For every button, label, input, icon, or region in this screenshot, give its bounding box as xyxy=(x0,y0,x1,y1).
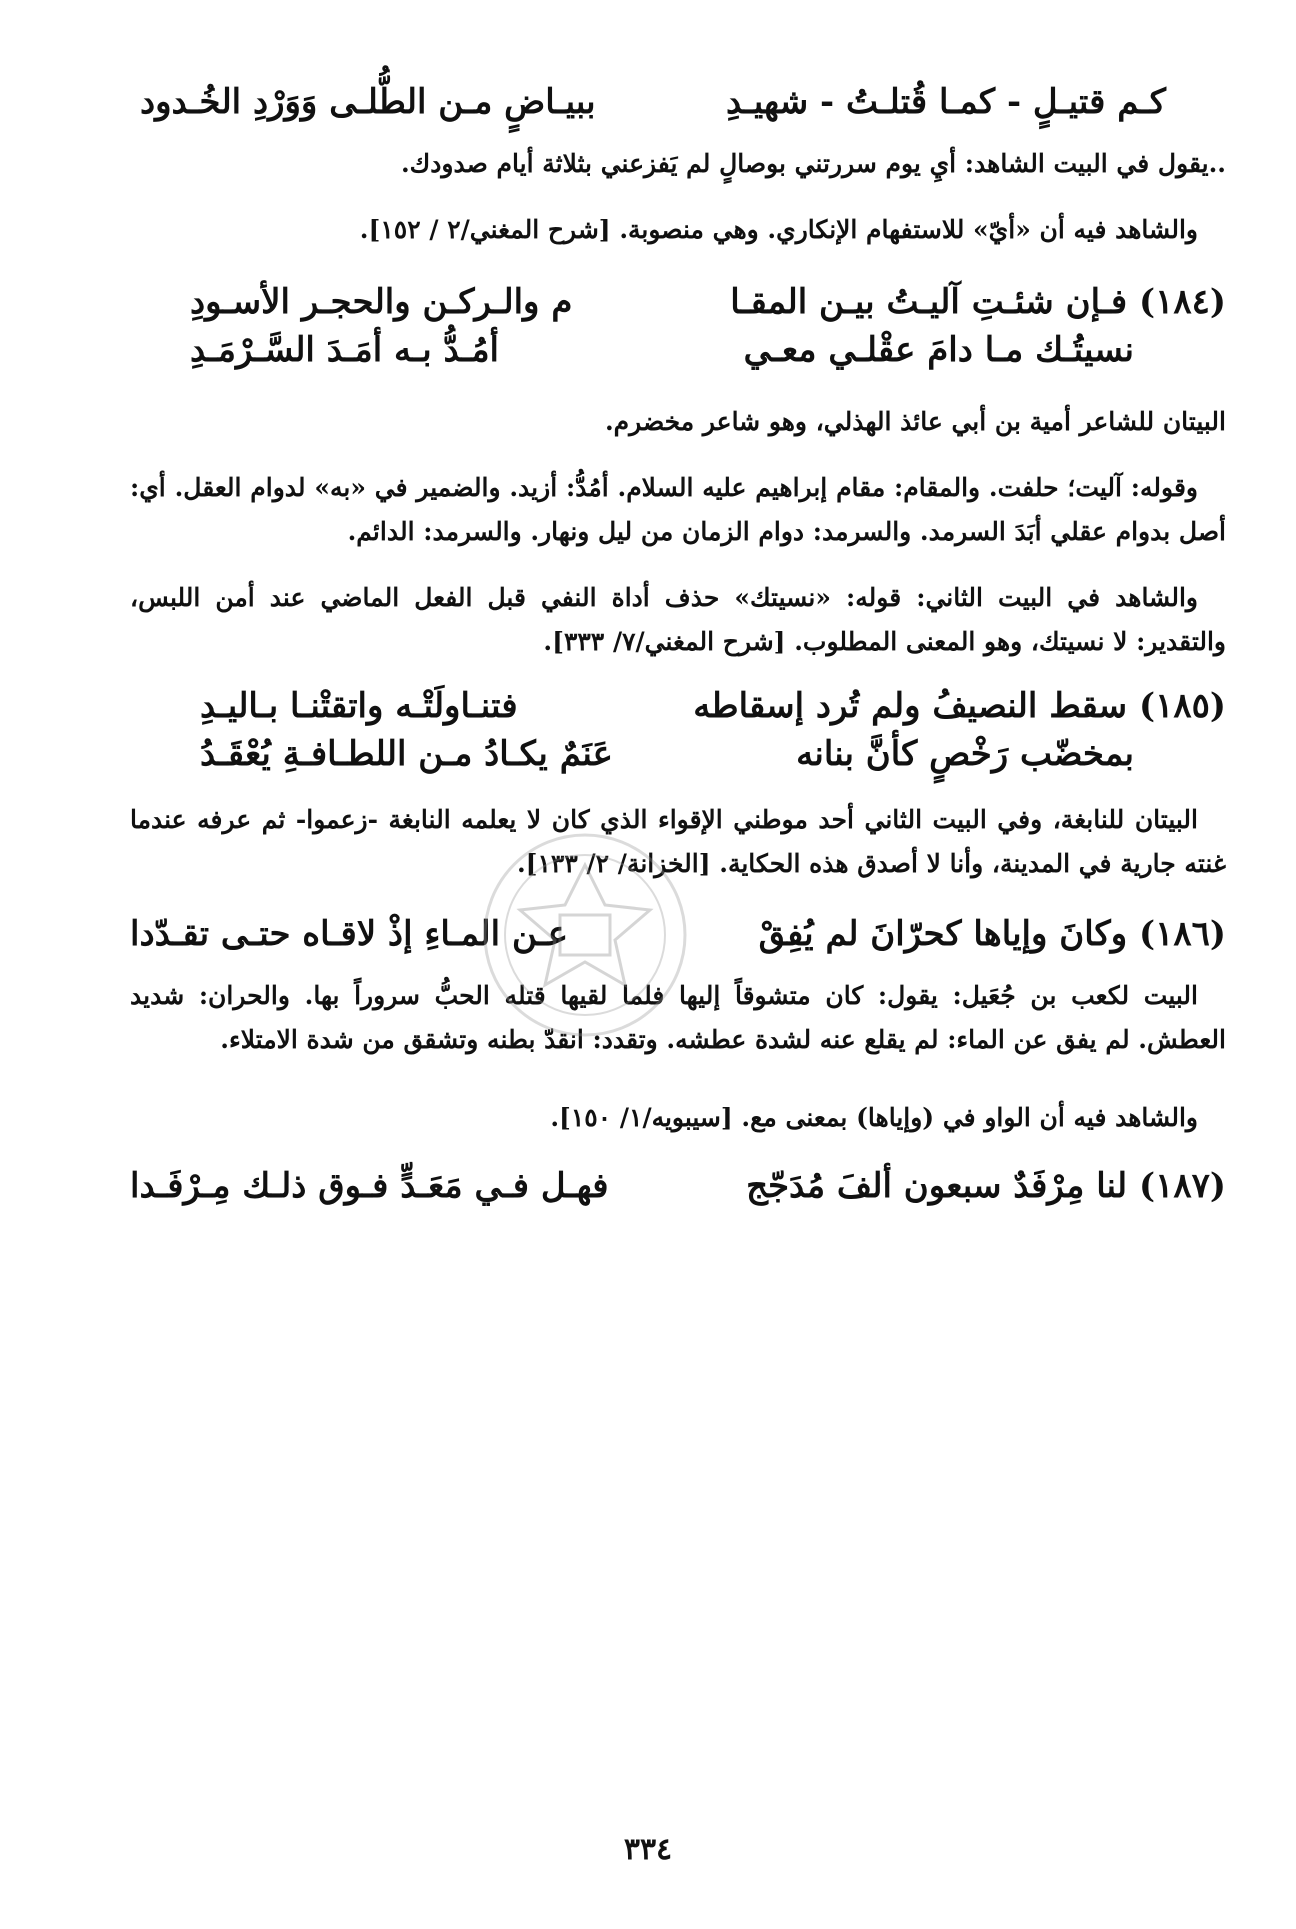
verse-hemistich: عَنَمٌ يكـادُ مـن اللطـافـةِ يُعْقَـدُ xyxy=(200,734,613,774)
verse-hemistich: أمُـدُّ بـه أمَـدَ السَّـرْمَـدِ xyxy=(190,330,499,370)
verse-hemistich: نسيتُـك مـا دامَ عقْلـي معـي xyxy=(743,330,1134,370)
verse-184 xyxy=(130,278,1226,374)
verse-hemistich: وكانَ وإياها كحرّانَ لم يُفِقْ xyxy=(758,914,1128,954)
commentary-paragraph: والشاهد فيه أن الواو في (وإياها) بمعنى مع. [سيبويه/١/ ١٥٠]. xyxy=(550,1103,1198,1132)
verse-hemistich-right xyxy=(746,1162,1226,1210)
verse-187 xyxy=(130,1162,1226,1210)
commentary-paragraph: البيتان للشاعر أمية بن أبي عائذ الهذلي، وهو شاعر مخضرم. xyxy=(604,407,1226,436)
verse-hemistich: سقط النصيفُ ولم تُرد إسقاطه xyxy=(693,686,1128,726)
verse-line xyxy=(200,730,1226,778)
commentary-paragraph: ..يقول في البيت الشاهد: أيِ يوم سررتني بوصالٍ لم يَفزعني بثلاثة أيام صدودك. xyxy=(400,149,1226,178)
page-number: ٣٣٤ xyxy=(623,1832,673,1867)
verse-number: (١٨٦) xyxy=(1139,914,1226,954)
commentary-paragraph: والشاهد فيه أن «أيّ» للاستفهام الإنكاري. وهي منصوبة. [شرح المغني/٢ / ١٥٢]. xyxy=(359,215,1198,244)
verse-top xyxy=(130,78,1226,126)
verse-number: (١٨٧) xyxy=(1139,1166,1226,1206)
verse-hemistich: بمخضّب رَخْصٍ كأنَّ بنانه xyxy=(796,734,1134,774)
verse-hemistich-right xyxy=(730,278,1226,326)
verse-hemistich: م والـركـن والحجـر الأسـودِ xyxy=(190,282,573,322)
verse-hemistich: ببيـاضٍ مـن الطُّلـى وَوَرْدِ الخُـدود xyxy=(140,82,596,122)
verse-hemistich-right xyxy=(693,682,1226,730)
verse-line xyxy=(190,278,1226,326)
verse-number: (١٨٥) xyxy=(1139,686,1226,726)
verse-185 xyxy=(130,682,1226,778)
verse-line xyxy=(190,326,1226,374)
library-seal-watermark xyxy=(470,820,700,1050)
commentary-paragraph: وقوله: آليت؛ حلفت. والمقام: مقام إبراهيم عليه السلام. أمُدُّ: أزيد. والضمير في «به» لدوام العقل. أي: أصل بدوام عقلي أبَدَ السرمد. والسرمد: دوام الزمان من ليل ونهار. والسرمد: الدائم. xyxy=(130,473,1226,546)
verse-hemistich-right xyxy=(759,910,1226,958)
verse-number: (١٨٤) xyxy=(1139,282,1226,322)
verse-hemistich: فهـل فـي مَعَـدٍّ فـوق ذلـك مِـرْفَـدا xyxy=(130,1166,609,1206)
verse-hemistich: فـإن شئـتِ آليـتُ بيـن المقـا xyxy=(730,282,1128,322)
verse-hemistich: كـم قتيـلٍ - كمـا قُتلـتُ - شهيـدِ xyxy=(725,82,1166,122)
verse-hemistich: فتنـاولَتْـه واتقتْنـا بـاليـدِ xyxy=(200,686,518,726)
commentary-paragraph: البيتان للنابغة، وفي البيت الثاني أحد موطني الإقواء الذي كان لا يعلمه النابغة -زعموا- ثم عرفه عندما غنته جارية في المدينة، وأنا لا أصدق هذه الحكاية. [الخزانة/ ٢/ ١٣٣]. xyxy=(130,805,1226,878)
verse-line xyxy=(200,682,1226,730)
commentary-paragraph: والشاهد في البيت الثاني: قوله: «نسيتك» حذف أداة النفي قبل الفعل الماضي عند أمن اللبس، والتقدير: لا نسيتك، وهو المعنى المطلوب. [شرح المغني/٧/ ٣٣٣]. xyxy=(130,583,1226,656)
verse-hemistich: عـن المـاءِ إذْ لاقـاه حتـى تقـدّدا xyxy=(130,914,569,954)
commentary-paragraph: البيت لكعب بن جُعَيل: يقول: كان متشوقاً إليها فلما لقيها قتله الحبُّ سروراً بها. والحران: شديد العطش. لم يفق عن الماء: لم يقلع عنه لشدة عطشه. وتقدد: انقدّ بطنه وتشقق من شدة الامتلاء. xyxy=(130,981,1226,1054)
verse-hemistich: لنا مِرْفَدٌ سبعون ألفَ مُدَجّج xyxy=(746,1166,1128,1206)
